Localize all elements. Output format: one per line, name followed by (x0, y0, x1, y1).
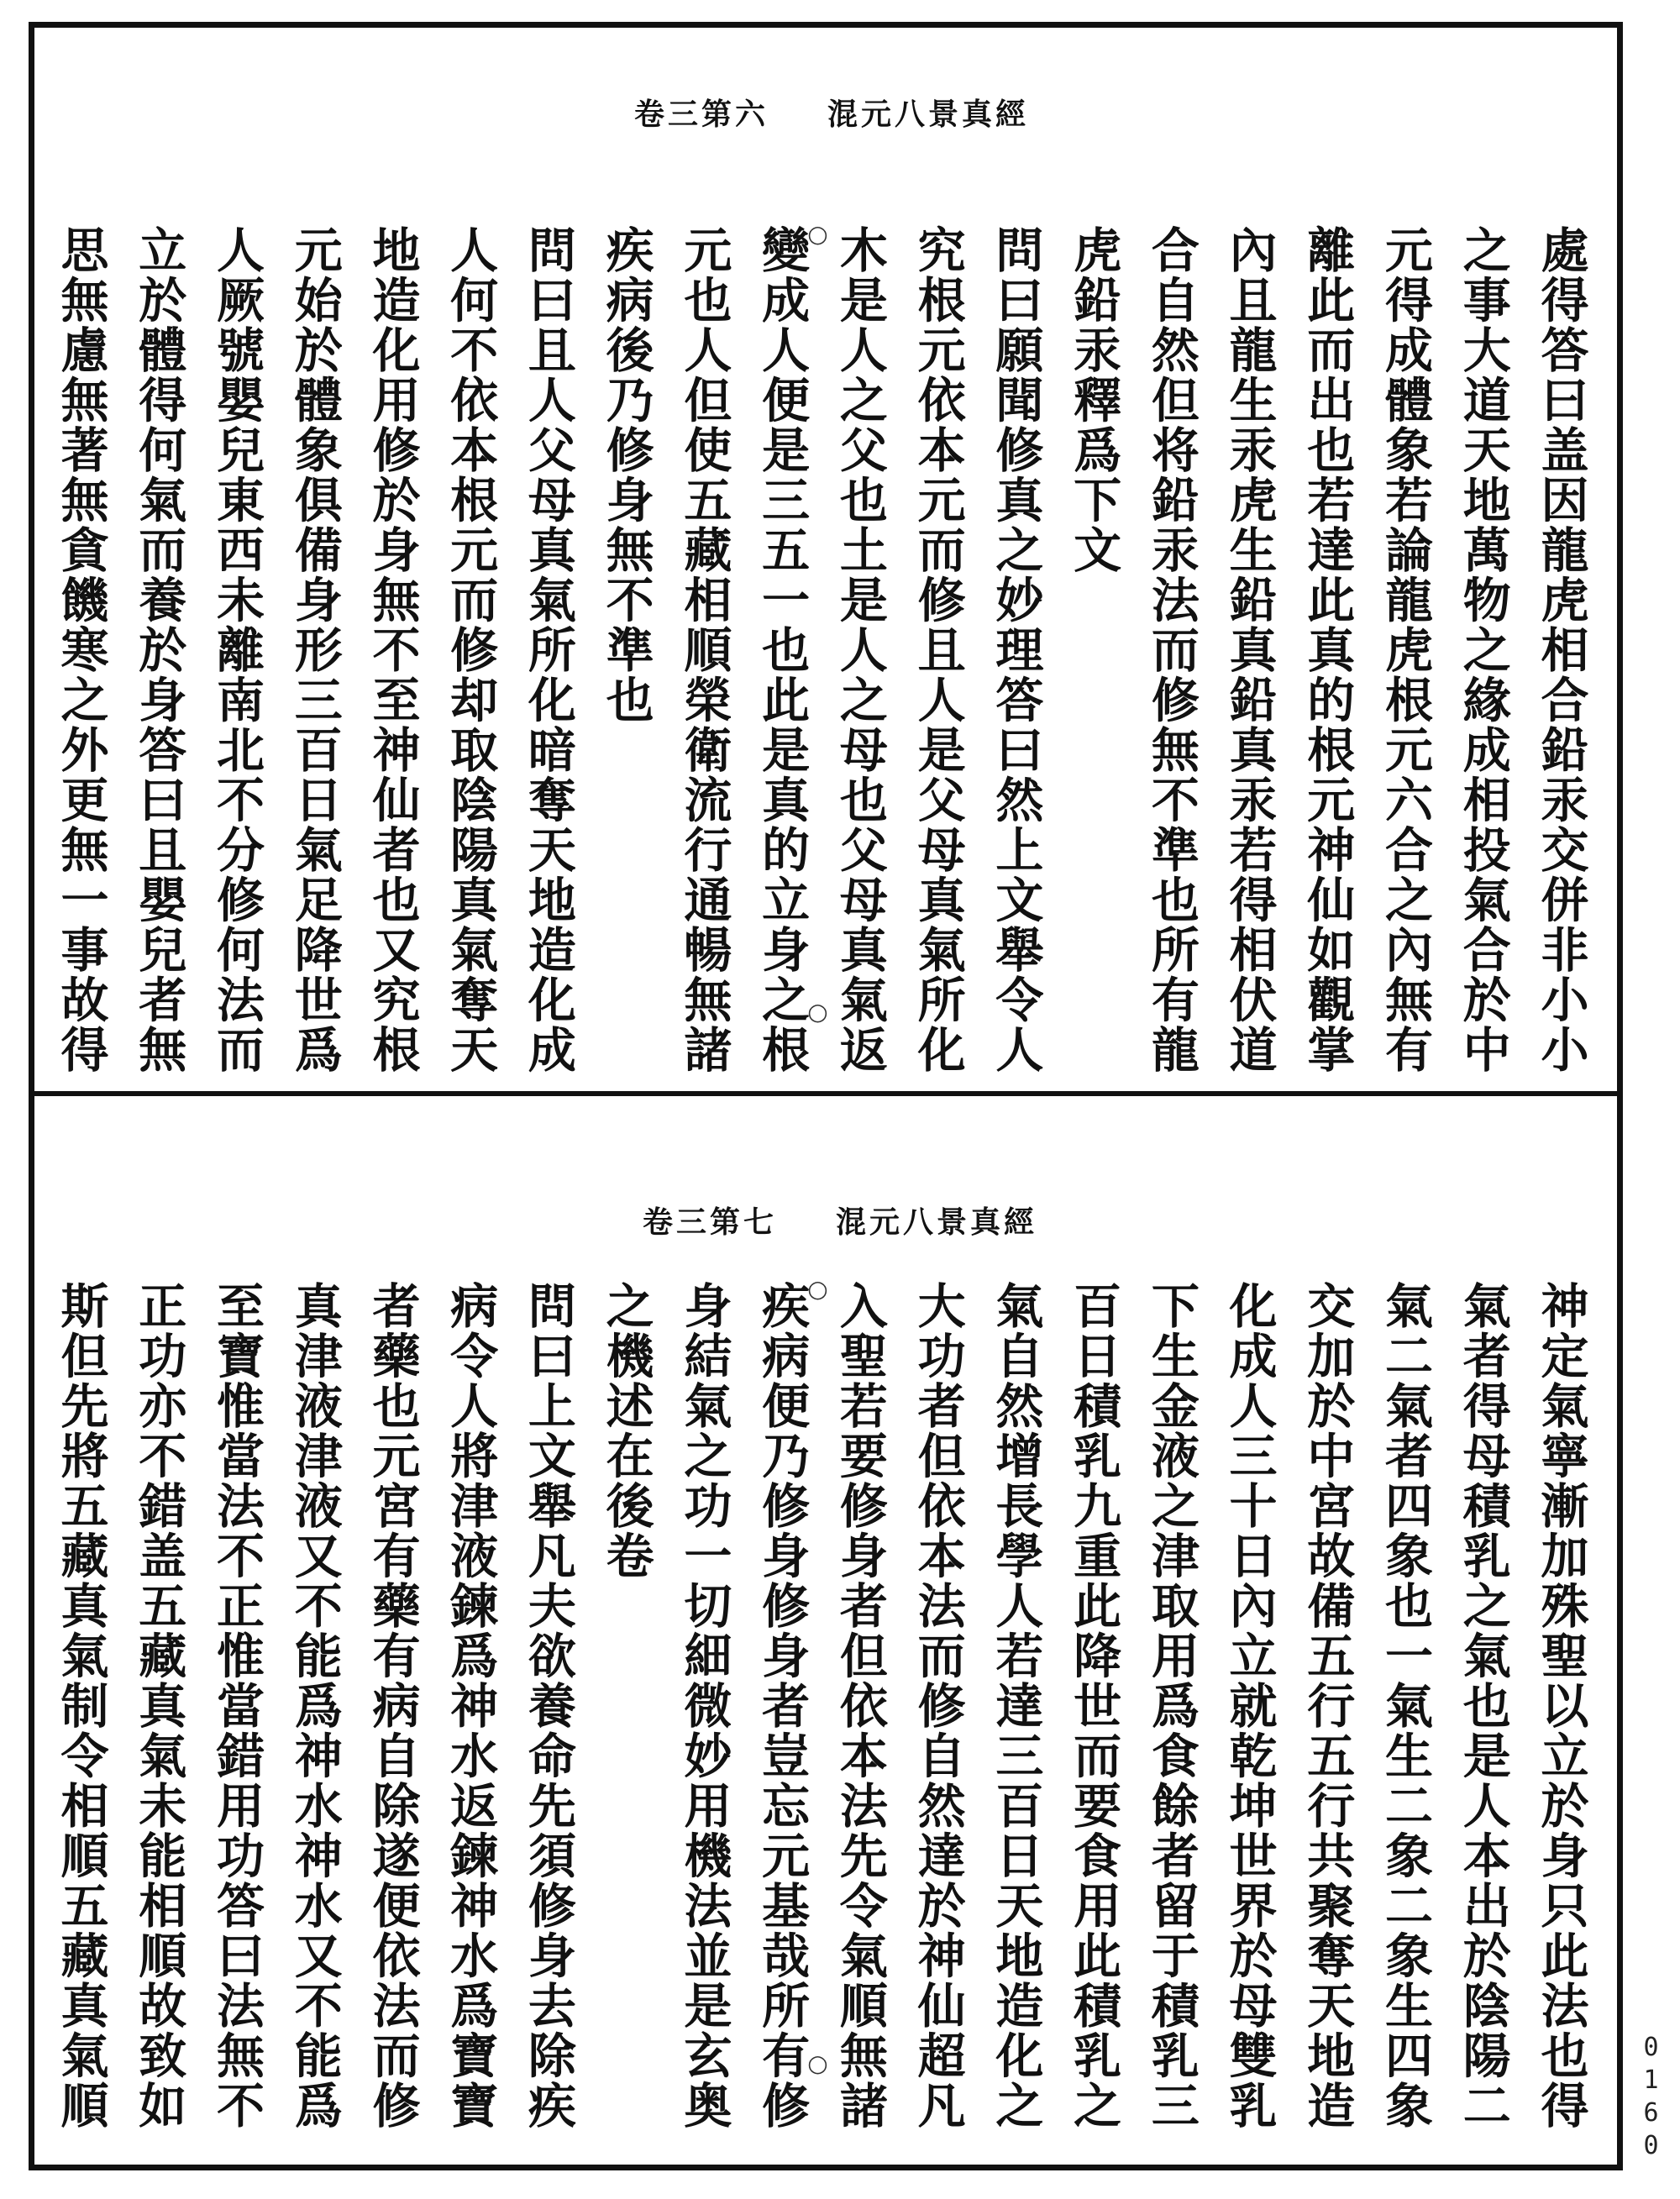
bottom-header-volume: 卷三第七 (643, 1204, 778, 1240)
top-column-6: 合自然但将鉛汞法而修無不準也所有龍 (1143, 225, 1200, 1075)
panel-divider (29, 1091, 1623, 1096)
top-paragraph-mark-1: ○ (804, 220, 832, 249)
bottom-column-7: 百日積乳九重此降世而要食用此積乳之 (1065, 1281, 1122, 2131)
top-column-3: 元得成體象若論龍虎根元六合之內無有 (1377, 225, 1434, 1075)
top-column-12: 元也人但使五藏相順榮衛流行通暢無諸 (675, 225, 732, 1075)
top-column-20: 思無慮無著無貪饑寒之外更無一事故得 (53, 225, 109, 1075)
bottom-column-6: 下生金液之津取用爲食餘者留于積乳三 (1143, 1281, 1200, 2131)
bottom-column-3: 氣二氣者四象也一氣生二象二象生四象 (1377, 1281, 1434, 2131)
bottom-column-5: 化成人三十日內立就乾坤世界於母雙乳 (1221, 1281, 1278, 2131)
top-column-11: 變成人便是三五一也此是真的立身之根 (753, 225, 811, 1075)
top-column-18: 人厥號嬰兒東西未離南北不分修何法而 (208, 225, 265, 1075)
bottom-column-18: 至寶惟當法不正惟當錯用功答曰法無不 (208, 1281, 265, 2131)
bottom-column-8: 氣自然增長學人若達三百日天地造化之 (987, 1281, 1044, 2131)
top-header-volume: 卷三第六 (634, 97, 769, 132)
top-header (634, 91, 1029, 134)
top-column-16: 地造化用修於身無不至神仙者也又究根 (364, 225, 421, 1075)
top-column-4: 離此而出也若達此真的根元神仙如觀掌 (1299, 225, 1356, 1075)
top-column-13: 疾病後乃修身無不準也 (598, 225, 655, 725)
bottom-header-title: 混元八景真經 (836, 1204, 1038, 1240)
top-column-15: 人何不依本根元而修却取陰陽真氣奪天 (442, 225, 499, 1075)
top-column-10: 木是人之父也土是人之母也父母真氣返 (832, 225, 889, 1075)
top-column-9: 究根元依本元而修且人是父母真氣所化 (910, 225, 967, 1075)
top-paragraph-mark-2: ○ (804, 998, 832, 1027)
bottom-column-2: 氣者得母積乳之氣也是人本出於陰陽二 (1455, 1281, 1512, 2131)
bottom-column-10: 入聖若要修身者但依本法先令氣順無諸 (832, 1281, 889, 2131)
bottom-column-4: 交加於中宮故備五行五行共聚奪天地造 (1299, 1281, 1356, 2131)
top-column-5: 內且龍生汞虎生鉛真鉛真汞若得相伏道 (1221, 225, 1278, 1075)
top-column-1: 處得答曰盖因龍虎相合鉛汞交併非小小 (1533, 225, 1589, 1075)
bottom-paragraph-mark-2: ○ (804, 2049, 832, 2079)
bottom-column-1: 神定氣寧漸加殊聖以立於身只此法也得 (1533, 1281, 1589, 2131)
page-number: 0160 (1636, 2033, 1666, 2164)
bottom-header (643, 1199, 1037, 1241)
bottom-column-9: 大功者但依本法而修自然達於神仙超凡 (910, 1281, 967, 2131)
bottom-paragraph-mark-1: ○ (804, 1275, 832, 1304)
bottom-column-20: 斯但先將五藏真氣制令相順五藏真氣順 (53, 1281, 109, 2131)
bottom-column-19: 正功亦不錯盖五藏真氣未能相順故致如 (130, 1281, 187, 2131)
bottom-column-15: 病令人將津液鍊爲神水返鍊神水爲寶寶 (442, 1281, 499, 2131)
bottom-column-17: 真津液津液又不能爲神水神水又不能爲 (286, 1281, 344, 2131)
top-column-19: 立於體得何氣而養於身答曰且嬰兒者無 (130, 225, 187, 1075)
top-column-7: 虎鉛汞釋爲下文 (1065, 225, 1122, 575)
top-column-17: 元始於體象俱備身形三百日氣足降世爲 (286, 225, 344, 1075)
bottom-column-11: 疾病便乃修身修身者豈忘元基哉所有修 (753, 1281, 811, 2131)
top-column-14: 問曰且人父母真氣所化暗奪天地造化成 (520, 225, 577, 1075)
bottom-column-13: 之機述在後卷 (598, 1281, 655, 1581)
bottom-column-16: 者藥也元宮有藥有病自除遂便依法而修 (364, 1281, 421, 2131)
bottom-column-14: 問曰上文舉凡夫欲養命先須修身去除疾 (520, 1281, 577, 2131)
top-header-title: 混元八景真經 (827, 97, 1030, 132)
top-column-2: 之事大道天地萬物之緣成相投氣合於中 (1455, 225, 1512, 1075)
top-column-8: 問曰願聞修真之妙理答曰然上文舉令人 (987, 225, 1044, 1075)
bottom-column-12: 身結氣之功一切細微妙用機法並是玄奥 (675, 1281, 732, 2131)
